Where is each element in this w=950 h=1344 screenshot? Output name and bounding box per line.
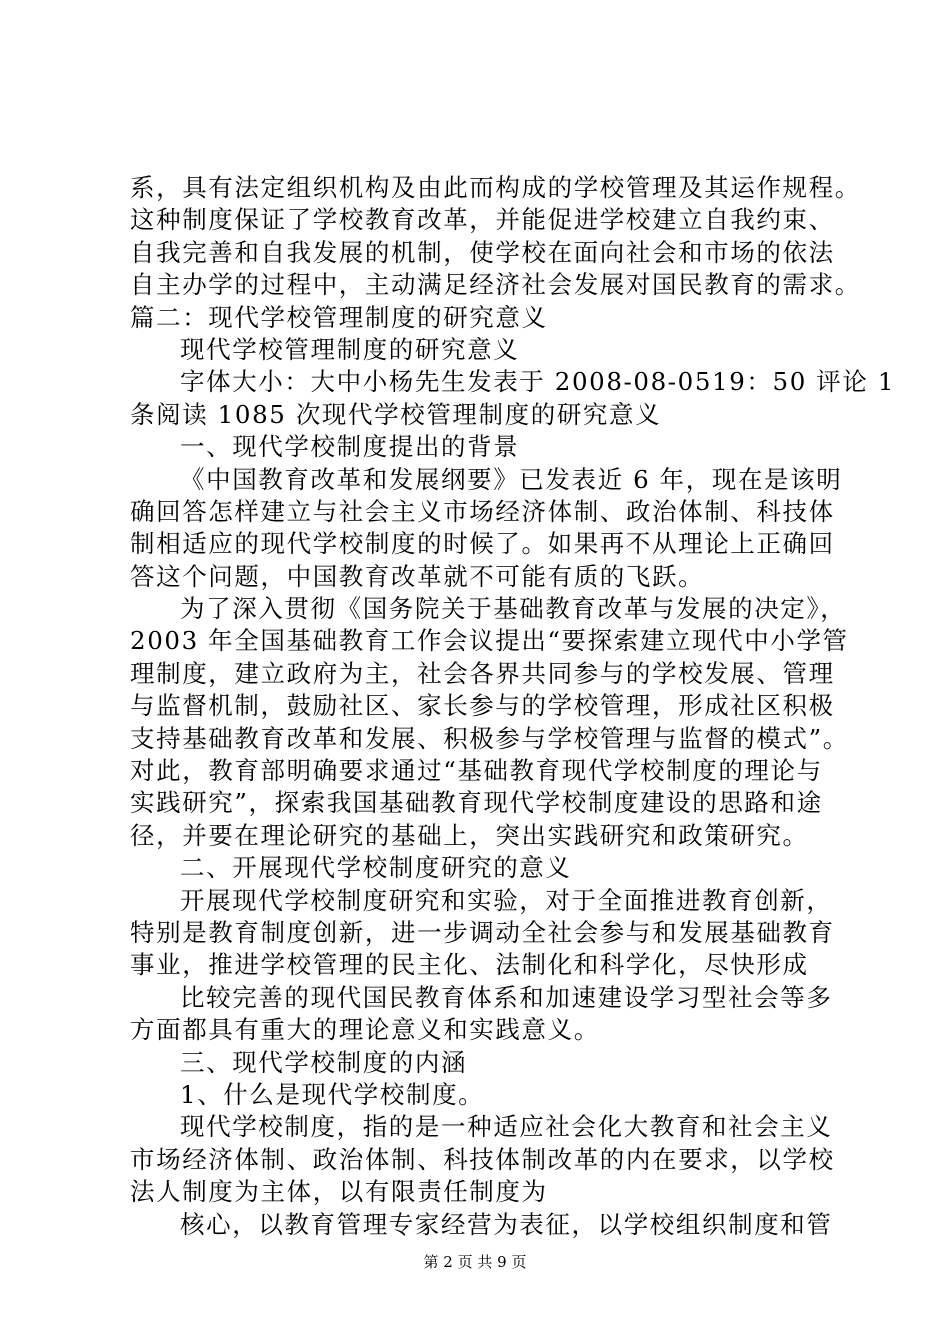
text-line: 理制度，建立政府为主，社会各界共同参与的学校发展、管理 [130, 658, 835, 688]
text-line: 事业，推进学校管理的民主化、法制化和科学化，尽快形成 [130, 950, 809, 980]
text-line: 现代学校制度，指的是一种适应社会化大教育和社会主义 [180, 1112, 833, 1142]
text-line: 现代学校管理制度的研究意义 [180, 334, 520, 364]
text-line: 制相适应的现代学校制度的时候了。如果再不从理论上正确回 [130, 529, 835, 559]
text-line: 确回答怎样建立与社会主义市场经济体制、政治体制、科技体 [130, 496, 835, 526]
text-line: 一、现代学校制度提出的背景 [180, 432, 520, 462]
text-line: 自我完善和自我发展的机制，使学校在面向社会和市场的依法 [130, 237, 835, 267]
text-line: 答这个问题，中国教育改革就不可能有质的飞跃。 [130, 561, 705, 591]
text-line: 自主办学的过程中，主动满足经济社会发展对国民教育的需求。 [130, 270, 861, 300]
page-footer: 第 2 页 共 9 页 [423, 1253, 527, 1271]
text-line: 1、什么是现代学校制度。 [180, 1079, 485, 1109]
text-line: 核心，以教育管理专家经营为表征，以学校组织制度和管 [180, 1209, 833, 1239]
text-line: 比较完善的现代国民教育体系和加速建设学习型社会等多 [180, 982, 833, 1012]
text-line: 系，具有法定组织机构及由此而构成的学校管理及其运作规程。 [130, 173, 861, 202]
text-line: 二、开展现代学校制度研究的意义 [180, 853, 572, 883]
text-line: 为了深入贯彻《国务院关于基础教育改革与发展的决定》， [180, 594, 847, 624]
text-line: 《中国教育改革和发展纲要》已发表近 6 年，现在是该明 [180, 464, 843, 494]
text-line: 法人制度为主体，以有限责任制度为 [130, 1177, 548, 1207]
text-line: 径，并要在理论研究的基础上，突出实践研究和政策研究。 [130, 820, 809, 850]
text-line: 篇二：现代学校管理制度的研究意义 [130, 302, 548, 332]
text-line: 2003 年全国基础教育工作会议提出“要探索建立现代中小学管 [130, 626, 849, 656]
text-line: 三、现代学校制度的内涵 [180, 1047, 468, 1077]
text-line: 市场经济体制、政治体制、科技体制改革的内在要求，以学校 [130, 1144, 835, 1174]
text-line: 实践研究”，探索我国基础教育现代学校制度建设的思路和途 [130, 788, 823, 818]
text-line: 支持基础教育改革和发展、积极参与学校管理与监督的模式”。 [130, 723, 849, 753]
text-line: 特别是教育制度创新，进一步调动全社会参与和发展基础教育 [130, 917, 835, 947]
text-line: 方面都具有重大的理论意义和实践意义。 [130, 1015, 600, 1045]
text-line: 字体大小：大中小杨先生发表于 2008-08-0519：50 评论 1 [180, 367, 896, 397]
document-body [130, 172, 896, 1241]
text-line: 与监督机制，鼓励社区、家长参与的学校管理，形成社区积极 [130, 691, 835, 721]
text-line: 开展现代学校制度研究和实验，对于全面推进教育创新， [180, 885, 833, 915]
text-line: 条阅读 1085 次现代学校管理制度的研究意义 [130, 399, 662, 429]
text-line: 对此，教育部明确要求通过“基础教育现代学校制度的理论与 [130, 756, 823, 786]
text-line: 这种制度保证了学校教育改革，并能促进学校建立自我约束、 [130, 205, 835, 235]
